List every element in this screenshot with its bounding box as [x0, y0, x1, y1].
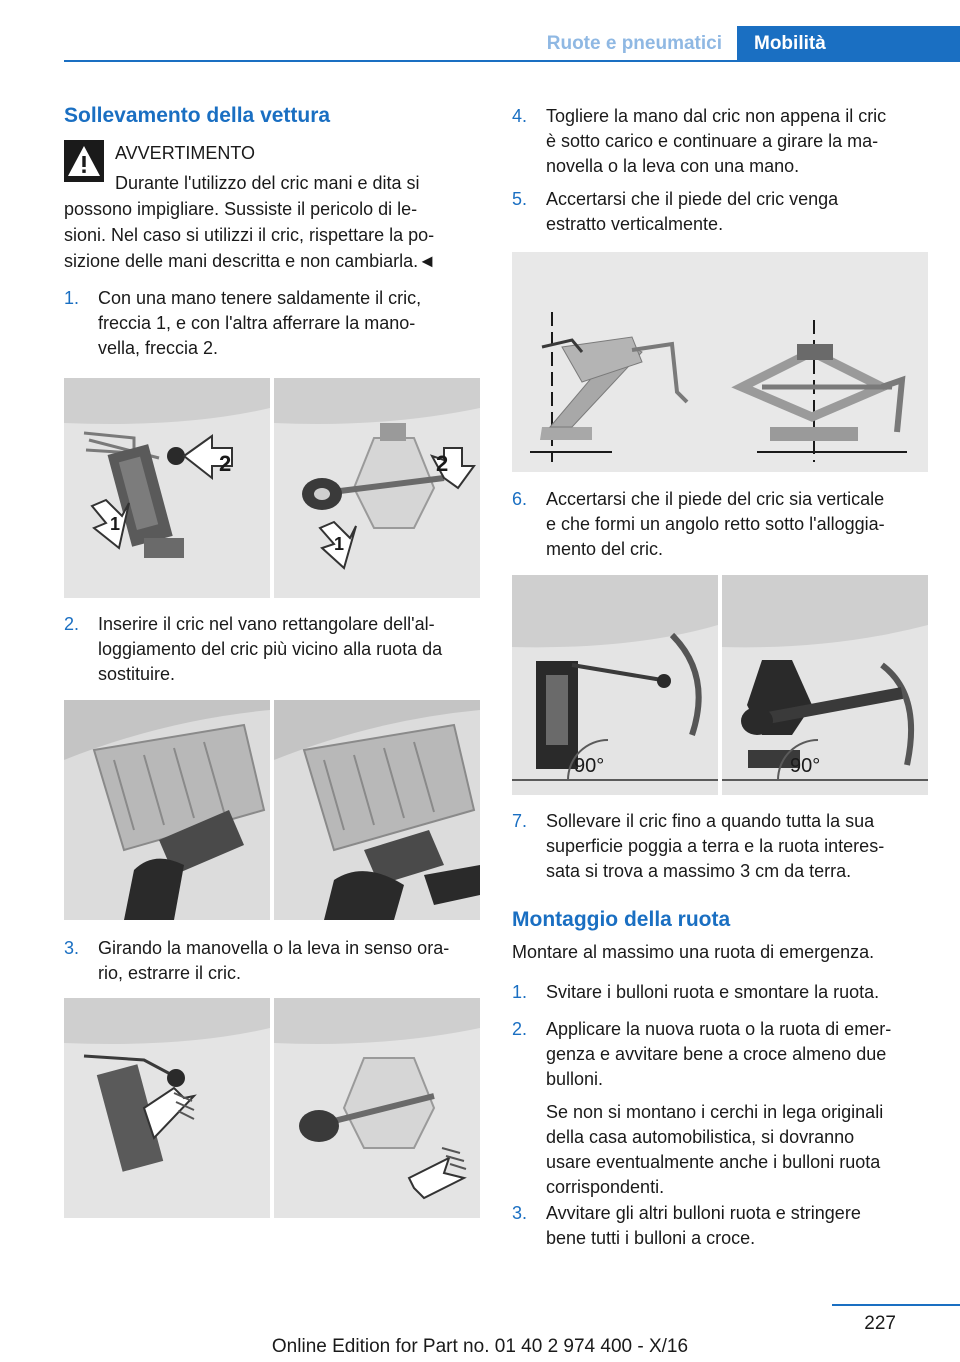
step-line: bene tutti i bulloni a croce.: [546, 1228, 756, 1248]
step-line: Svitare i bulloni ruota e smontare la ruota.: [546, 982, 880, 1002]
step-line: è sotto carico e continuare a girare la ma-: [546, 131, 879, 151]
step-line: bulloni.: [546, 1069, 604, 1089]
step-number: 3.: [64, 938, 80, 958]
step-2-insert: [64, 612, 482, 690]
arrow-label-2b: 2: [436, 451, 449, 476]
step-line: sata si trova a massimo 3 cm da terra.: [546, 861, 852, 881]
step-number: 2.: [64, 614, 80, 634]
step-number: 6.: [512, 489, 528, 509]
running-header-chapter-tab: Mobilità: [737, 26, 960, 62]
step-line: freccia 1, e con l'altra afferrare la mano-: [98, 313, 416, 333]
angle-label-left: 90°: [574, 755, 605, 777]
mount-step-1: [512, 980, 930, 1006]
step-number: 7.: [512, 811, 528, 831]
section-heading-mounting: Montaggio della ruota: [512, 908, 731, 931]
warning-line: possono impigliare. Sussiste il pericolo di le-: [64, 199, 418, 219]
step-line: Togliere la mano dal cric non appena il cric: [546, 106, 887, 126]
mounting-intro: Montare al massimo una ruota di emergenza.: [512, 942, 875, 962]
step-line: Girando la manovella o la leva in senso ora-: [98, 938, 450, 958]
step-number: 3.: [512, 1203, 528, 1223]
edition-footer: Online Edition for Part no. 01 40 2 974 400 - X/16: [271, 1336, 689, 1357]
warning-line: Durante l'utilizzo del cric mani e dita si: [115, 173, 420, 193]
note-line: della casa automobilistica, si dovranno: [546, 1127, 855, 1147]
step-line: Avvitare gli altri bulloni ruota e stringere: [546, 1203, 861, 1223]
step-line: Inserire il cric nel vano rettangolare dell'al-: [98, 614, 435, 634]
warning-line: sioni. Nel caso si utilizzi il cric, rispettare la po-: [64, 225, 435, 245]
step-number: 1.: [64, 288, 80, 308]
warning-text: [64, 170, 484, 274]
angle-label-right: 90°: [790, 755, 821, 777]
figure-hand-position: [64, 378, 480, 598]
step-line: loggiamento del cric più vicino alla ruota da: [98, 639, 443, 659]
arrow-label-2: 2: [219, 451, 232, 476]
page-number: 227: [864, 1313, 896, 1334]
step-line: Sollevare il cric fino a quando tutta la sua: [546, 811, 875, 831]
step-number: 4.: [512, 106, 528, 126]
step-line: estratto verticalmente.: [546, 214, 724, 234]
note-line: Se non si montano i cerchi in lega originali: [546, 1102, 884, 1122]
step-line: Con una mano tenere saldamente il cric,: [98, 288, 422, 308]
step-4-release: [512, 104, 930, 182]
step-number: 1.: [512, 982, 528, 1002]
arrow-label-1b: 1: [334, 534, 345, 554]
step-6-right-angle: [512, 487, 930, 565]
note-line: corrispondenti.: [546, 1177, 665, 1197]
mount-step-3: [512, 1201, 930, 1253]
note-line: usare eventualmente anche i bulloni ruota: [546, 1152, 881, 1172]
step-line: genza e avvitare bene a croce almeno due: [546, 1044, 887, 1064]
figure-jack-insertion: [64, 700, 480, 920]
step-line: Applicare la nuova ruota o la ruota di emer-: [546, 1019, 892, 1039]
mount-note: [546, 1100, 930, 1200]
footer-rule: [832, 1304, 960, 1306]
step-line: mento del cric.: [546, 539, 664, 559]
step-5-vertical: [512, 187, 930, 239]
step-3-crank: [64, 936, 482, 988]
step-1-lift: [64, 286, 482, 364]
step-line: vella, freccia 2.: [98, 338, 219, 358]
step-7-lift-to-ground: [512, 809, 930, 887]
step-line: sostituire.: [98, 664, 176, 684]
warning-title: AVVERTIMENTO: [115, 143, 256, 163]
step-line: novella o la leva con una mano.: [546, 156, 800, 176]
figure-crank-rotation: [64, 998, 480, 1218]
arrow-label-1: 1: [110, 514, 121, 534]
running-header-section: Ruote e pneumatici: [546, 33, 722, 54]
figure-jack-vertical-lines: [512, 252, 928, 472]
step-line: rio, estrarre il cric.: [98, 963, 242, 983]
step-number: 5.: [512, 189, 528, 209]
header-rule: [64, 60, 960, 62]
step-line: Accertarsi che il piede del cric venga: [546, 189, 839, 209]
mount-step-2: [512, 1017, 930, 1095]
step-line: e che formi un angolo retto sotto l'alloggia-: [546, 514, 885, 534]
warning-line: sizione delle mani descritta e non cambiarla.◄: [64, 251, 436, 271]
section-heading-lifting: Sollevamento della vettura: [64, 104, 331, 127]
step-number: 2.: [512, 1019, 528, 1039]
step-line: superficie poggia a terra e la ruota interes-: [546, 836, 885, 856]
step-line: Accertarsi che il piede del cric sia verticale: [546, 489, 885, 509]
figure-jack-90-degrees: [512, 575, 928, 795]
